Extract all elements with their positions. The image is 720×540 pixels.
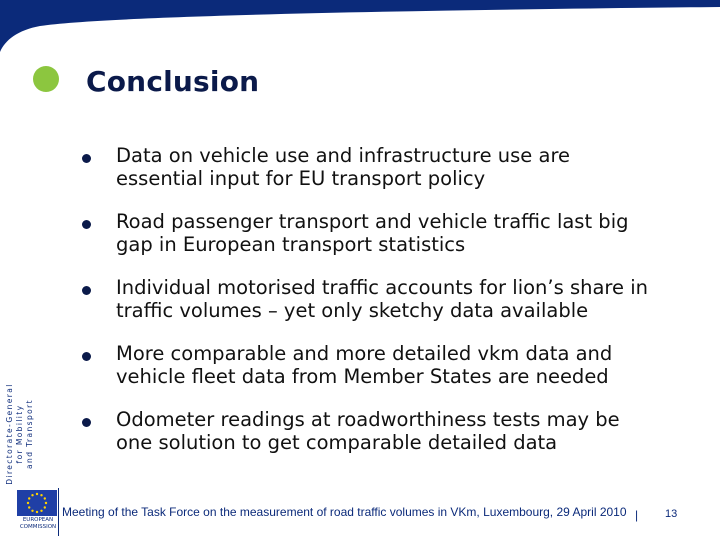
bullet-item [82,408,702,474]
footer-divider [58,488,59,536]
bullet-dot-icon [82,220,91,229]
bullet-text-line: one solution to get comparable detailed data [116,431,558,454]
bullet-text-line: traffic volumes – yet only sketchy data available [116,299,589,322]
eu-caption-line: COMMISSION [19,524,57,530]
bullet-text-line: gap in European transport statistics [116,233,466,256]
bullet-item [82,276,702,342]
header-band [0,0,720,60]
bullet-item [82,144,702,210]
eu-flag-logo [17,490,57,516]
title-bullet-icon [33,66,59,92]
dg-label-line: Directorate-General [5,383,14,485]
bullet-dot-icon [82,154,91,163]
bullet-text-line: Individual motorised traffic accounts for lion’s share in [116,276,648,299]
eu-caption-line: EUROPEAN [22,517,54,523]
bullet-text-line: More comparable and more detailed vkm data and [116,342,613,365]
bullet-text-line: Road passenger transport and vehicle traffic last big [116,210,629,233]
bullet-text-line: Odometer readings at roadworthiness tests may be [116,408,620,431]
footer-separator: | [635,508,639,522]
slide-title: Conclusion [86,65,260,98]
bullet-text-line: essential input for EU transport policy [116,167,486,190]
dg-move-vertical-label [5,383,35,484]
bullet-item [82,342,702,408]
bullet-text-line: Data on vehicle use and infrastructure use are [116,144,571,167]
bullet-list [82,144,702,474]
bullet-dot-icon [82,418,91,427]
bullet-dot-icon [82,352,91,361]
footer-meeting-text: Meeting of the Task Force on the measurement of road traffic volumes in VKm, Luxembourg, 29 April 2010 [62,505,627,519]
dg-label-line: and Transport [25,399,34,469]
bullet-text-line: vehicle fleet data from Member States are needed [116,365,609,388]
page-number: 13 [665,508,678,520]
dg-label-line: for Mobility [15,404,24,464]
eu-logo-caption [12,517,64,531]
bullet-item [82,210,702,276]
bullet-dot-icon [82,286,91,295]
